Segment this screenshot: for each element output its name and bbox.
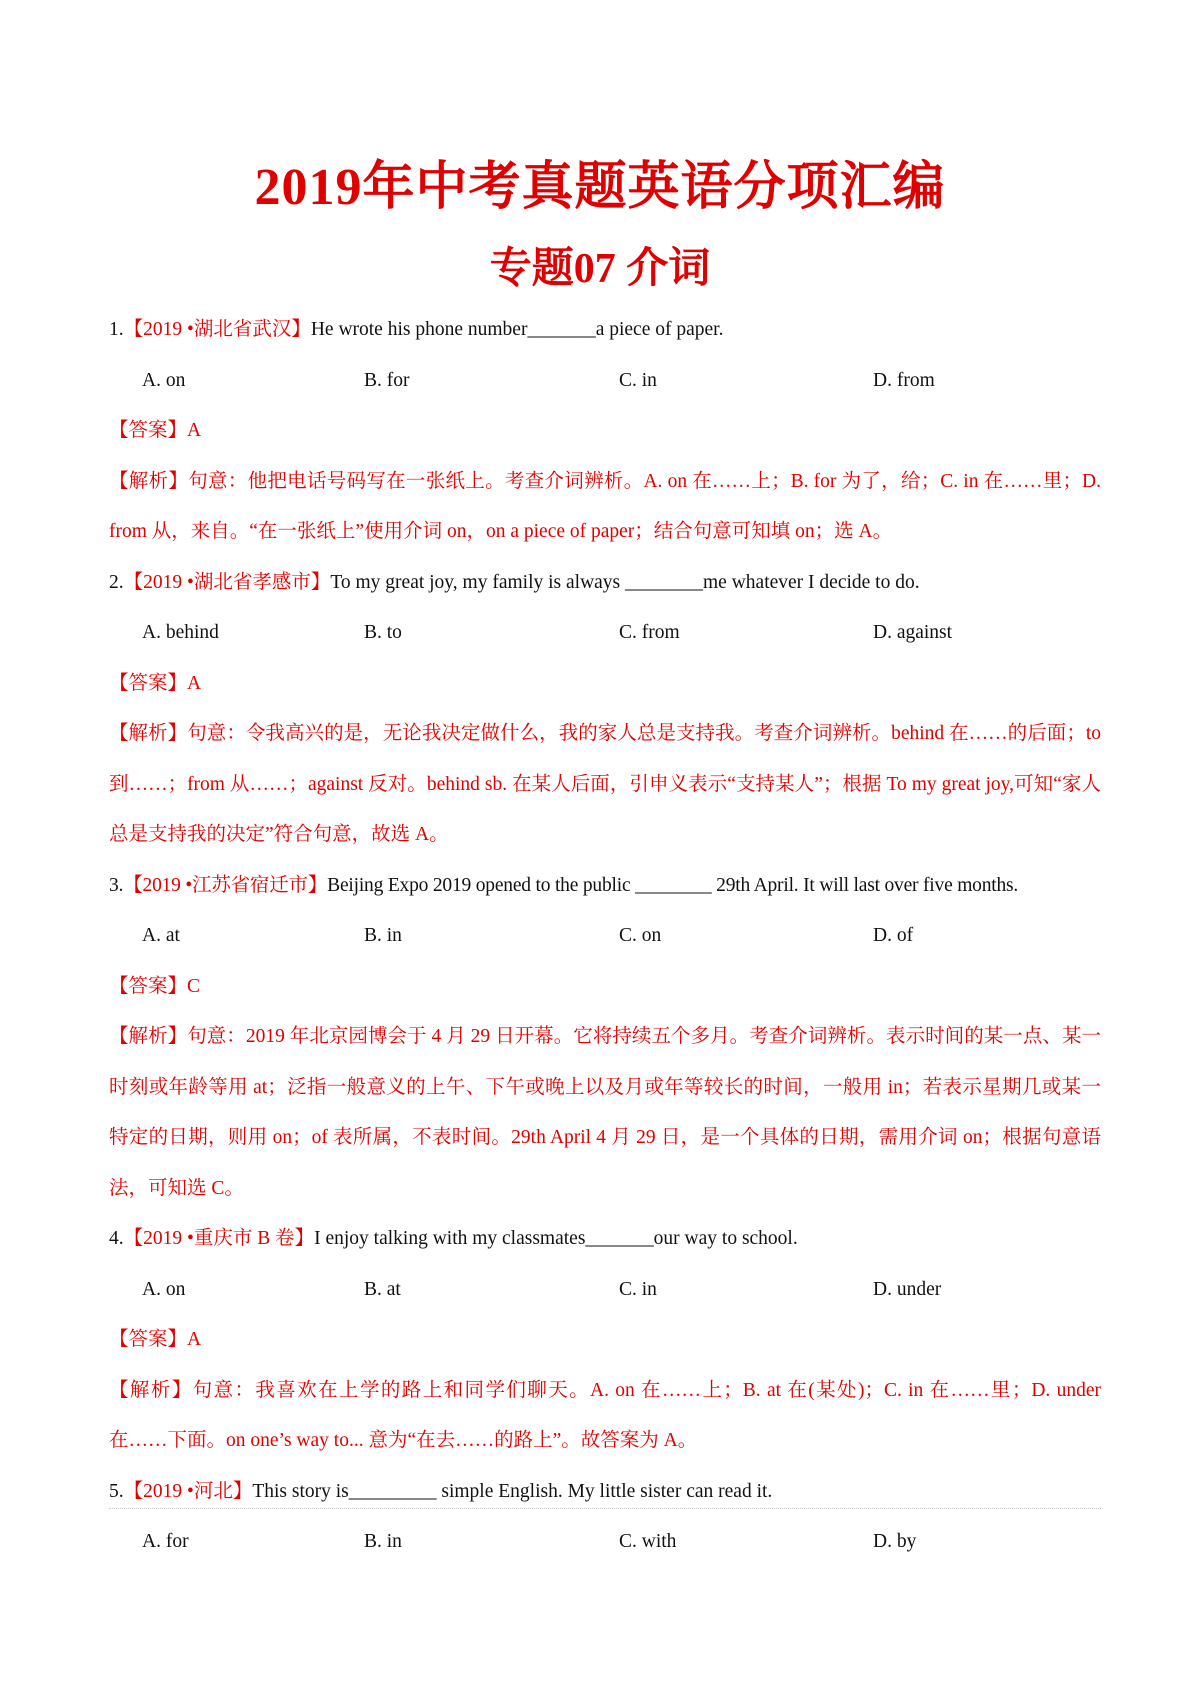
option-b: B. for — [364, 369, 410, 391]
answer-label: 【答案】 — [109, 672, 188, 694]
question-5 — [109, 1467, 1101, 1568]
question-stem — [109, 558, 1101, 609]
answer-value: A — [187, 1329, 202, 1350]
question-stem — [109, 1467, 1101, 1518]
answer-value: A — [187, 672, 202, 694]
analysis-paragraph — [109, 457, 1101, 558]
option-d: D. from — [873, 369, 935, 391]
question-number: 2. — [109, 571, 124, 593]
option-c: C. on — [619, 925, 662, 946]
analysis-label: 【解析】 — [109, 723, 188, 744]
option-b: B. at — [364, 1278, 401, 1300]
question-stem — [109, 1214, 1101, 1265]
question-1 — [109, 305, 1101, 558]
question-number: 1. — [109, 319, 124, 340]
option-a: A. at — [142, 925, 180, 946]
option-a: A. on — [142, 1278, 186, 1300]
question-stem — [109, 305, 1101, 356]
option-a: A. for — [142, 1531, 189, 1552]
answer-options — [109, 608, 1101, 659]
option-c: C. in — [619, 1278, 657, 1300]
question-number: 5. — [109, 1480, 124, 1502]
answer-line — [109, 962, 1101, 1013]
option-c: C. in — [619, 369, 657, 391]
option-a: A. on — [142, 369, 186, 391]
answer-label: 【答案】 — [109, 1329, 188, 1350]
answer-options — [109, 911, 1101, 962]
option-d: D. against — [873, 622, 953, 643]
option-b: B. to — [364, 622, 402, 643]
question-source: 【2019 •重庆市 B 卷】 — [123, 1228, 315, 1249]
question-stem — [109, 861, 1101, 912]
answer-label: 【答案】 — [109, 420, 188, 441]
question-text: This story is_________ simple English. My little sister can read it. — [252, 1480, 773, 1502]
answer-options — [109, 356, 1101, 407]
question-source: 【2019 •湖北省武汉】 — [123, 319, 311, 340]
question-number: 3. — [109, 874, 124, 896]
question-3 — [109, 861, 1101, 1215]
question-text: I enjoy talking with my classmates_______our way to school. — [314, 1228, 798, 1249]
option-a: A. behind — [142, 622, 219, 643]
option-c: C. from — [619, 622, 680, 643]
answer-options — [109, 1517, 1101, 1568]
option-b: B. in — [364, 925, 402, 946]
option-d: D. under — [873, 1278, 942, 1300]
option-d: D. by — [873, 1531, 917, 1552]
question-text: He wrote his phone number_______a piece of paper. — [310, 319, 724, 340]
question-source: 【2019 •河北】 — [123, 1480, 253, 1502]
analysis-text: 句意：令我高兴的是，无论我决定做什么，我的家人总是支持我。考查介词辨析。behind 在……的后面；to 到……；from 从……；against 反对。behind sb. 在某人后面，引申义表示“支持某人”；根据 To my great joy,可知“家人总是支持我的决定”符合句意，故选 A。 — [109, 723, 1101, 845]
analysis-text: 句意：他把电话号码写在一张纸上。考查介词辨析。A. on 在……上；B. for 为了，给；C. in 在……里；D. from 从，来自。“在一张纸上”使用介词 on，on a piece of paper；结合句意可知填 on；选 A。 — [109, 470, 1101, 542]
option-b: B. in — [364, 1531, 402, 1552]
dotted-divider — [109, 1508, 1101, 1509]
analysis-label: 【解析】 — [109, 1026, 188, 1047]
analysis-paragraph — [109, 709, 1101, 861]
question-source: 【2019 •湖北省孝感市】 — [123, 571, 331, 593]
question-source: 【2019 •江苏省宿迁市】 — [123, 874, 328, 896]
question-number: 4. — [109, 1228, 124, 1249]
analysis-text: 句意：我喜欢在上学的路上和同学们聊天。A. on 在……上；B. at 在(某处)；C. in 在……里；D. under 在……下面。on one’s way to... 意为“在去……的路上”。故答案为 A。 — [109, 1379, 1101, 1451]
answer-line — [109, 659, 1101, 710]
analysis-label: 【解析】 — [109, 470, 189, 492]
question-4 — [109, 1214, 1101, 1467]
page-subtitle: 专题07 介词 — [489, 246, 711, 292]
question-2 — [109, 558, 1101, 861]
question-text: Beijing Expo 2019 opened to the public ________ 29th April. It will last over five months. — [327, 874, 1019, 896]
option-d: D. of — [873, 925, 914, 946]
analysis-paragraph — [109, 1366, 1101, 1467]
page-title: 2019年中考真题英语分项汇编 — [254, 159, 946, 216]
answer-options — [109, 1265, 1101, 1316]
question-list — [109, 305, 1101, 1568]
option-c: C. with — [619, 1531, 677, 1552]
answer-line — [109, 1315, 1101, 1366]
analysis-paragraph — [109, 1012, 1101, 1214]
answer-value: A — [187, 420, 202, 441]
answer-label: 【答案】 — [109, 975, 188, 997]
answer-line — [109, 406, 1101, 457]
answer-value: C — [187, 975, 201, 997]
analysis-label: 【解析】 — [109, 1379, 193, 1401]
analysis-text: 句意：2019 年北京园博会于 4 月 29 日开幕。它将持续五个多月。考查介词辨析。表示时间的某一点、某一时刻或年龄等用 at；泛指一般意义的上午、下午或晚上以及月或年等较长的时间，一般用 in；若表示星期几或某一特定的日期，则用 on；of 表所属，不表时间。29th April 4 月 29 日，是一个具体的日期，需用介词 on；根据句意语法，可知选 C。 — [109, 1026, 1101, 1199]
question-text: To my great joy, my family is always ________me whatever I decide to do. — [330, 571, 920, 593]
